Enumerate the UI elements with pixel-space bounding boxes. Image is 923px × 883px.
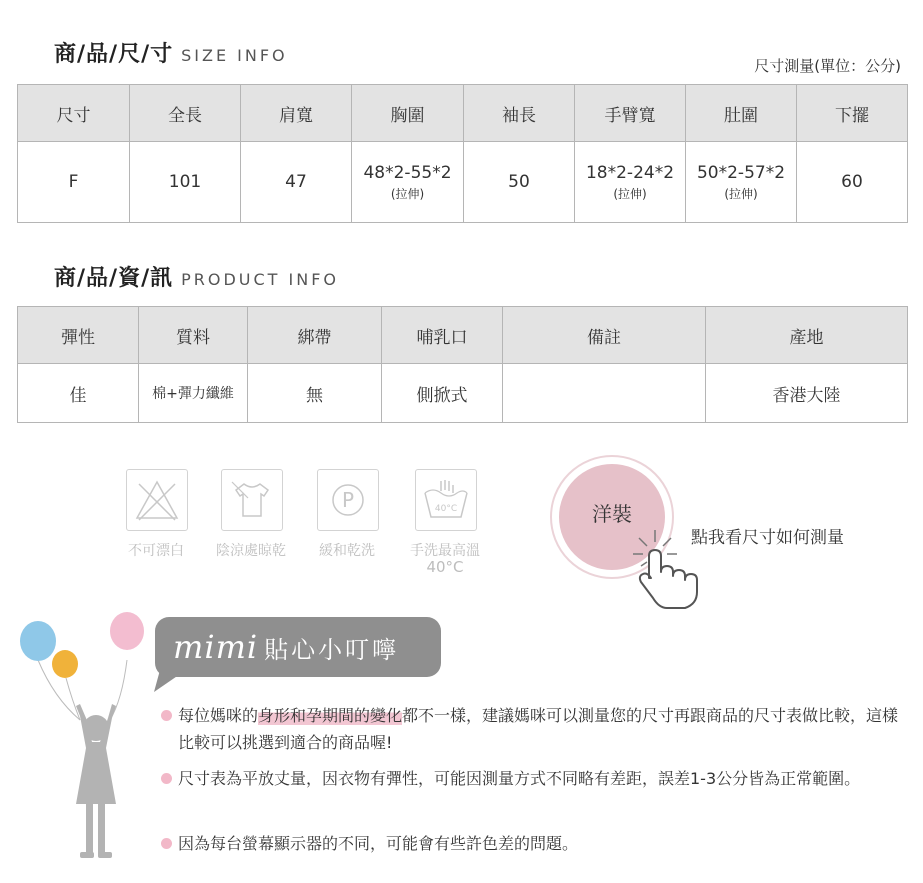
- cell-belly: [686, 142, 797, 223]
- cell-origin: 香港大陸: [706, 364, 908, 423]
- blue-balloon: [20, 621, 56, 661]
- header-origin: 產地: [706, 307, 908, 364]
- care-icon-shade-dry: [221, 469, 283, 531]
- cell-chest: [352, 142, 464, 223]
- tips-brand: mimi: [173, 628, 259, 666]
- header-notes: 備註: [503, 307, 706, 364]
- product-section-title: [54, 261, 339, 292]
- cell-strap: 無: [248, 364, 382, 423]
- size-table: [17, 84, 908, 223]
- tip-item-2: [160, 765, 900, 792]
- hand-wash-label: 手洗最高溫: [410, 543, 480, 559]
- product-title-zh: 商/品/資/訊: [54, 266, 174, 291]
- size-table-header: [18, 85, 908, 142]
- tip-bullet-1: [161, 710, 172, 721]
- arm-note: (拉伸): [613, 186, 647, 201]
- belly-value: 50*2-57*2: [696, 162, 786, 183]
- care-icon-dry-clean: [317, 469, 379, 531]
- header-elasticity: 彈性: [18, 307, 139, 364]
- cell-hem: 60: [797, 142, 908, 223]
- cell-sleeve: 50: [464, 142, 575, 223]
- no-bleach-icon: [126, 469, 188, 531]
- dry-clean-label: 緩和乾洗: [319, 543, 375, 559]
- orange-balloon: [52, 650, 78, 678]
- pink-balloon: [110, 612, 144, 650]
- hand-wash-glyph: 40°C: [434, 504, 458, 514]
- measure-link[interactable]: 點我看尺寸如何測量: [691, 528, 844, 548]
- header-size: 尺寸: [18, 85, 130, 142]
- arm-value: 18*2-24*2: [585, 162, 675, 183]
- cell-size: F: [18, 142, 130, 223]
- belly-note: (拉伸): [724, 186, 758, 201]
- tips-title: 貼心小叮嚀: [264, 635, 400, 664]
- header-sleeve: 袖長: [464, 85, 575, 142]
- unit-note: 尺寸測量(單位：公分): [754, 57, 901, 75]
- tip-item-1: [160, 702, 900, 756]
- tips-bubble: [155, 617, 441, 677]
- care-icon-no-bleach: [126, 469, 188, 531]
- header-strap: 綁帶: [248, 307, 382, 364]
- cell-shoulder: 47: [241, 142, 352, 223]
- care-icon-hand-wash: [415, 469, 477, 531]
- header-nursing: 哺乳口: [382, 307, 503, 364]
- cell-length: 101: [130, 142, 241, 223]
- tip-1-pre: 每位媽咪的: [178, 706, 259, 725]
- tip-3-text: 因為每台螢幕顯示器的不同，可能會有些許色差的問題。: [178, 834, 579, 853]
- bubble-tail: [152, 670, 192, 694]
- cell-material: 棉+彈力纖維: [139, 364, 248, 423]
- shade-dry-label: 陰涼處晾乾: [216, 543, 286, 559]
- size-section-title: [54, 37, 288, 68]
- size-title-en: SIZE INFO: [181, 46, 288, 65]
- cell-nursing: 側掀式: [382, 364, 503, 423]
- product-table-row: [18, 364, 908, 423]
- hand-wash-temp: 40°C: [426, 558, 464, 576]
- cell-arm: [575, 142, 686, 223]
- measure-button-label: 洋裝: [592, 501, 632, 526]
- tip-bullet-3: [161, 838, 172, 849]
- dry-clean-icon: [317, 469, 379, 531]
- product-title-en: PRODUCT INFO: [181, 270, 340, 289]
- no-bleach-label: 不可漂白: [128, 543, 184, 559]
- balloon-girl-illustration: [14, 608, 154, 876]
- cell-elasticity: 佳: [18, 364, 139, 423]
- tip-1-highlight: 身形和孕期間的變化: [258, 706, 403, 725]
- cell-notes: [503, 364, 706, 423]
- hand-wash-icon: [415, 469, 477, 531]
- girl-silhouette: [76, 704, 116, 858]
- dry-clean-glyph: P: [341, 488, 355, 512]
- chest-note: (拉伸): [390, 186, 425, 201]
- product-table: [17, 306, 908, 423]
- chest-value: 48*2-55*2: [363, 162, 452, 183]
- product-table-header: [18, 307, 908, 364]
- tip-2-text: 尺寸表為平放丈量，因衣物有彈性，可能因測量方式不同略有差距，誤差1-3公分皆為正常範圍。: [178, 769, 861, 788]
- header-chest: 胸圍: [352, 85, 464, 142]
- shade-dry-icon: [221, 469, 283, 531]
- header-material: 質料: [139, 307, 248, 364]
- header-hem: 下擺: [797, 85, 908, 142]
- tip-item-3: [160, 830, 900, 857]
- header-belly: 肚圍: [686, 85, 797, 142]
- tip-1-post: 都不一樣，建議媽咪可以測量您的尺寸再跟商品的尺寸表做比較，這樣比較可以挑選到適合的商品喔!: [178, 706, 899, 752]
- header-shoulder: 肩寬: [241, 85, 352, 142]
- tip-bullet-2: [161, 773, 172, 784]
- header-arm: 手臂寬: [575, 85, 686, 142]
- size-title-zh: 商/品/尺/寸: [54, 42, 174, 67]
- header-length: 全長: [130, 85, 241, 142]
- size-table-row: [18, 142, 908, 223]
